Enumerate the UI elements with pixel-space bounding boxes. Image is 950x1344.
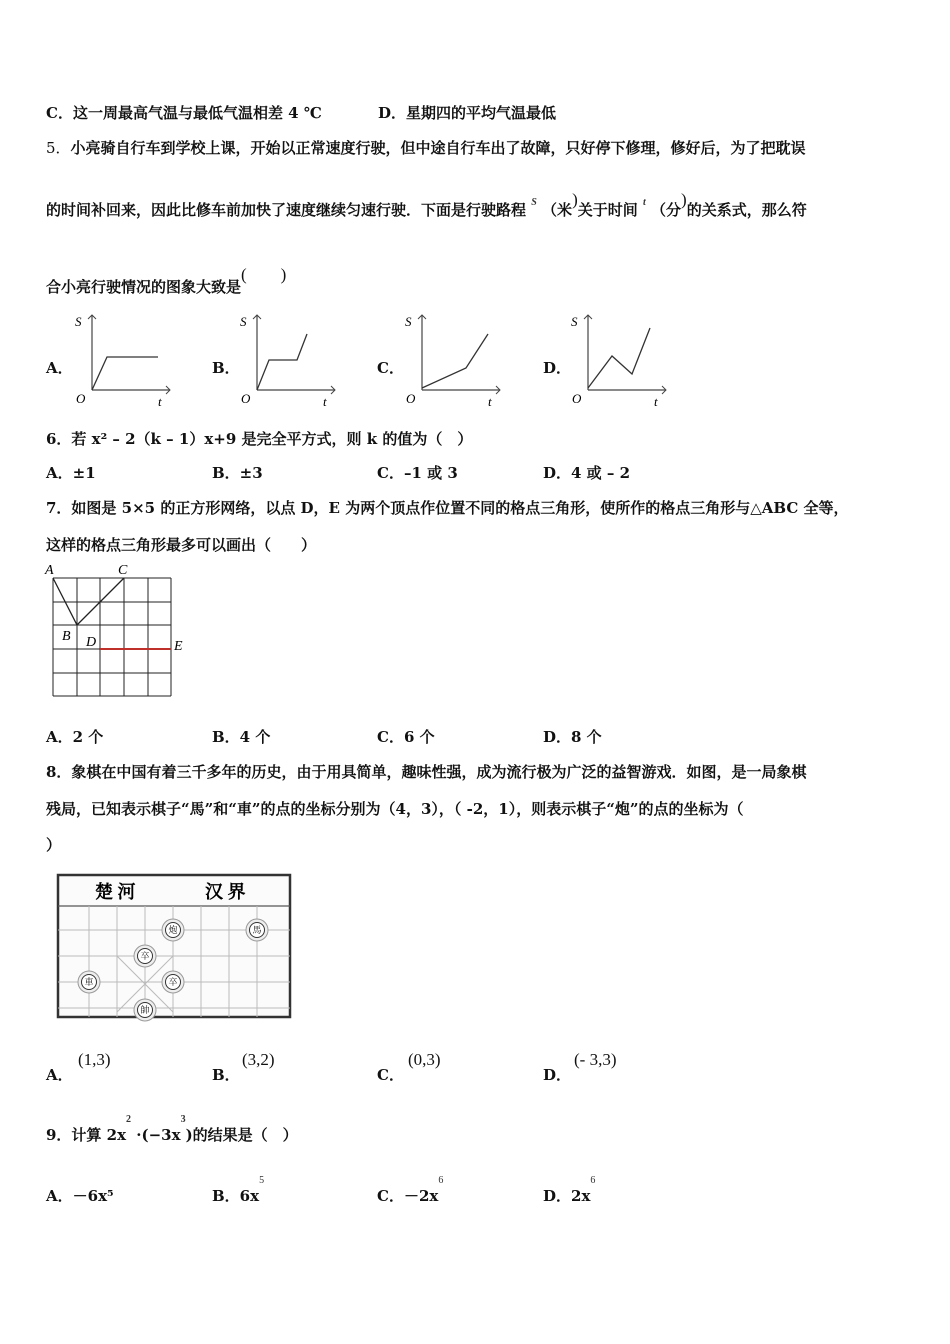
q8-line2: 残局，已知表示棋子“馬”和“車”的点的坐标分别为（4，3），（ -2，1），则表示棋子“炮”的点的坐标为（ xyxy=(46,800,744,818)
q6-stem: 6．若 x² – 2（k – 1）x+9 是完全平方式，则 k 的值为（ ） xyxy=(46,430,473,448)
q7-option-a: A．2 个 xyxy=(46,728,104,746)
q9-option-a: A．－6x⁵ xyxy=(46,1187,114,1205)
q8-line3: ） xyxy=(46,836,62,854)
piece-zu-2-label: 卒 xyxy=(168,977,178,987)
axis-y-label: S xyxy=(405,314,412,329)
q5-option-a-label: A． xyxy=(46,359,73,377)
q7-line1: 7．如图是 5×5 的正方形网络，以点 D，E 为两个顶点作位置不同的格点三角形，使所作的格点三角形与△ABC 全等， xyxy=(46,499,849,517)
q9-option-b: B．$6x^5$ xyxy=(212,1175,265,1205)
axis-y-label: S xyxy=(240,314,247,329)
q5-graph-a xyxy=(70,310,180,410)
axis-y-label: S xyxy=(571,314,578,329)
q7-line2: 这样的格点三角形最多可以画出（ ） xyxy=(46,536,317,554)
q8-option-c-value: (0,3) xyxy=(408,1050,441,1069)
q6-option-a: A．±1 xyxy=(46,464,96,482)
point-d-label: D xyxy=(86,635,97,650)
point-e-label: E xyxy=(174,639,183,654)
piece-pao-label: 炮 xyxy=(168,925,178,935)
q8-line1: 8．象棋在中国有着三千多年的历史，由于用具简单，趣味性强，成为流行极为广泛的益智游戏．如图，是一局象棋 xyxy=(46,763,807,781)
piece-che-label: 車 xyxy=(84,977,94,987)
piece-zu-1-label: 卒 xyxy=(140,951,150,961)
q5-graph-c xyxy=(400,310,510,410)
point-b-label: B xyxy=(62,629,71,644)
q8-option-b-label: B． xyxy=(212,1066,240,1084)
axis-x-label: t xyxy=(158,394,162,409)
q5-line3: 合小亮行驶情况的图象大致是( ) xyxy=(46,265,287,296)
q9-option-c: C．$-2x^6$ xyxy=(377,1175,444,1205)
q7-option-b: B．4 个 xyxy=(212,728,271,746)
q6-option-d: D．4 或 – 2 xyxy=(543,464,631,482)
q8-option-b-value: (3,2) xyxy=(242,1050,275,1069)
q7-option-c: C．6 个 xyxy=(377,728,435,746)
q8-option-a-value: (1,3) xyxy=(78,1050,111,1069)
point-a-label: A xyxy=(45,563,54,578)
q4-option-d: D．星期四的平均气温最低 xyxy=(378,104,557,122)
q8-option-a-label: A． xyxy=(46,1066,73,1084)
axis-x-label: t xyxy=(488,394,492,409)
origin-label: O xyxy=(76,391,86,406)
q5-graph-c-curve xyxy=(422,334,488,388)
q8-chess-board xyxy=(55,872,295,1024)
piece-shuai-label: 帥 xyxy=(140,1005,150,1015)
board-title-right: 汉 界 xyxy=(205,882,246,902)
q5-line2: 的时间补回来，因此比修车前加快了速度继续匀速行驶．下面是行驶路程 $^S$ （米)关于时间 $^t$ （分)的关系式，那么符 xyxy=(46,190,807,219)
origin-label: O xyxy=(241,391,251,406)
origin-label: O xyxy=(406,391,416,406)
q4-option-c: C．这一周最高气温与最低气温相差 4 ℃ xyxy=(46,104,322,122)
q6-option-c: C．–1 或 3 xyxy=(377,464,458,482)
board-title-left: 楚 河 xyxy=(95,882,136,902)
q5-option-c-label: C． xyxy=(377,359,404,377)
q8-option-d-label: D． xyxy=(543,1066,572,1084)
axis-y-label: S xyxy=(75,314,82,329)
q5-graph-b-curve xyxy=(257,334,307,390)
q7-grid-figure xyxy=(40,560,200,705)
axis-x-label: t xyxy=(323,394,327,409)
q9-option-d: D．$2x^6$ xyxy=(543,1175,596,1205)
q5-graph-d xyxy=(566,310,676,410)
q7-option-d: D．8 个 xyxy=(543,728,602,746)
q5-graph-d-curve xyxy=(588,328,650,388)
axis-x-label: t xyxy=(654,394,658,409)
piece-ma-label: 馬 xyxy=(252,925,262,935)
point-c-label: C xyxy=(118,563,128,578)
origin-label: O xyxy=(572,391,582,406)
q8-option-c-label: C． xyxy=(377,1066,404,1084)
q8-option-d-value: (- 3,3) xyxy=(574,1050,617,1069)
q5-option-d-label: D． xyxy=(543,359,572,377)
q5-graph-b xyxy=(235,310,345,410)
q5-option-b-label: B． xyxy=(212,359,240,377)
q9-stem: 9．计算 $2x^2 \cdot(-3x^3)$的结果是（ ） xyxy=(46,1114,298,1144)
q5-line1: 5．小亮骑自行车到学校上课，开始以正常速度行驶，但中途自行车出了故障，只好停下修理，修好后，为了把耽误 xyxy=(46,139,806,157)
q6-option-b: B．±3 xyxy=(212,464,263,482)
q5-graph-a-curve xyxy=(92,357,158,390)
